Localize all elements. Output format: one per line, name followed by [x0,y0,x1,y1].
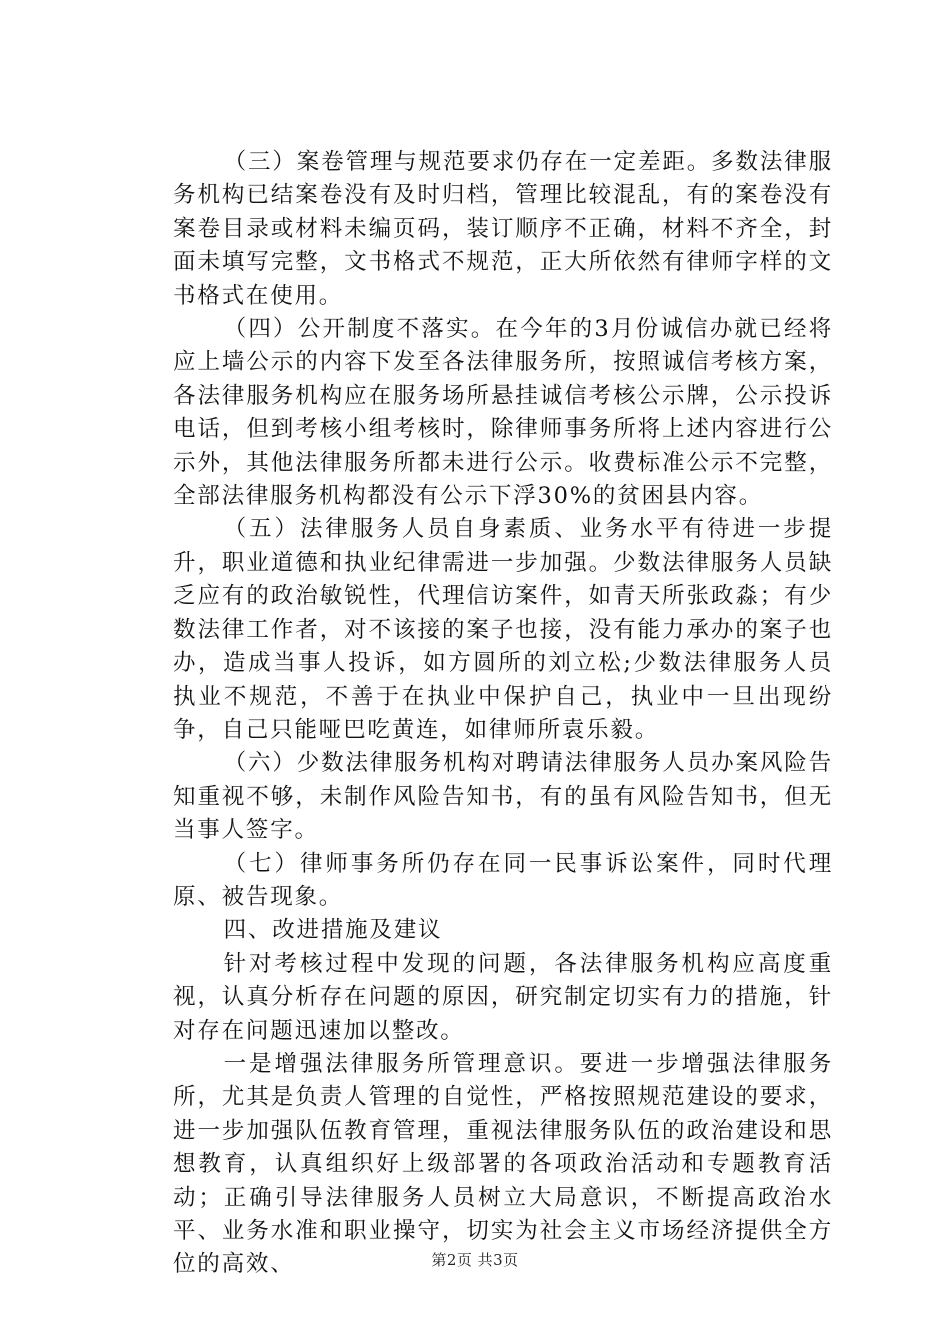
paragraph-intro-improvements: 针对考核过程中发现的问题，各法律服务机构应高度重视，认真分析存在问题的原因，研究制定切实有力的措施，针对存在问题迅速加以整改。 [173,950,833,1044]
paragraph-section-7: （七）律师事务所仍存在同一民事诉讼案件，同时代理原、被告现象。 [173,850,833,910]
paragraph-section-6: （六）少数法律服务机构对聘请法律服务人员办案风险告知重视不够，未制作风险告知书，有的虽有风险告知书，但无当事人签字。 [173,750,833,844]
paragraph-measure-1: 一是增强法律服务所管理意识。要进一步增强法律服务所，尤其是负责人管理的自觉性，严格按照规范建设的要求，进一步加强队伍教育管理，重视法律服务队伍的政治建设和思想教育，认真组织好上级部署的各项政治活动和专题教育活动；正确引导法律服务人员树立大局意识，不断提高政治水平、业务水准和职业操守，切实为社会主义市场经济提供全方位的高效、 [173,1050,833,1278]
paragraph-section-3: （三）案卷管理与规范要求仍存在一定差距。多数法律服务机构已结案卷没有及时归档，管理比较混乱，有的案卷没有案卷目录或材料未编页码，装订顺序不正确，材料不齐全，封面未填写完整，文书格式不规范，正大所依然有律师字样的文书格式在使用。 [173,149,833,309]
section-heading-improvements: 四、改进措施及建议 [223,917,443,944]
paragraph-section-4: （四）公开制度不落实。在今年的3月份诚信办就已经将应上墙公示的内容下发至各法律服务所，按照诚信考核方案，各法律服务机构应在服务场所悬挂诚信考核公示牌，公示投诉电话，但到考核小组考核时，除律师事务所将上述内容进行公示外，其他法律服务所都未进行公示。收费标准公示不完整，全部法律服务机构都没有公示下浮30%的贫困县内容。 [173,316,833,510]
document-body [173,146,833,1282]
page-footer: 第2页 共3页 [431,1251,519,1269]
paragraph-section-5: （五）法律服务人员自身素质、业务水平有待进一步提升，职业道德和执业纪律需进一步加强。少数法律服务人员缺乏应有的政治敏锐性，代理信访案件，如青天所张政淼；有少数法律工作者，对不该接的案子也接，没有能力承办的案子也办，造成当事人投诉，如方圆所的刘立松;少数法律服务人员执业不规范，不善于在执业中保护自己，执业中一旦出现纷争，自己只能哑巴吃黄连，如律师所袁乐毅。 [173,516,833,743]
